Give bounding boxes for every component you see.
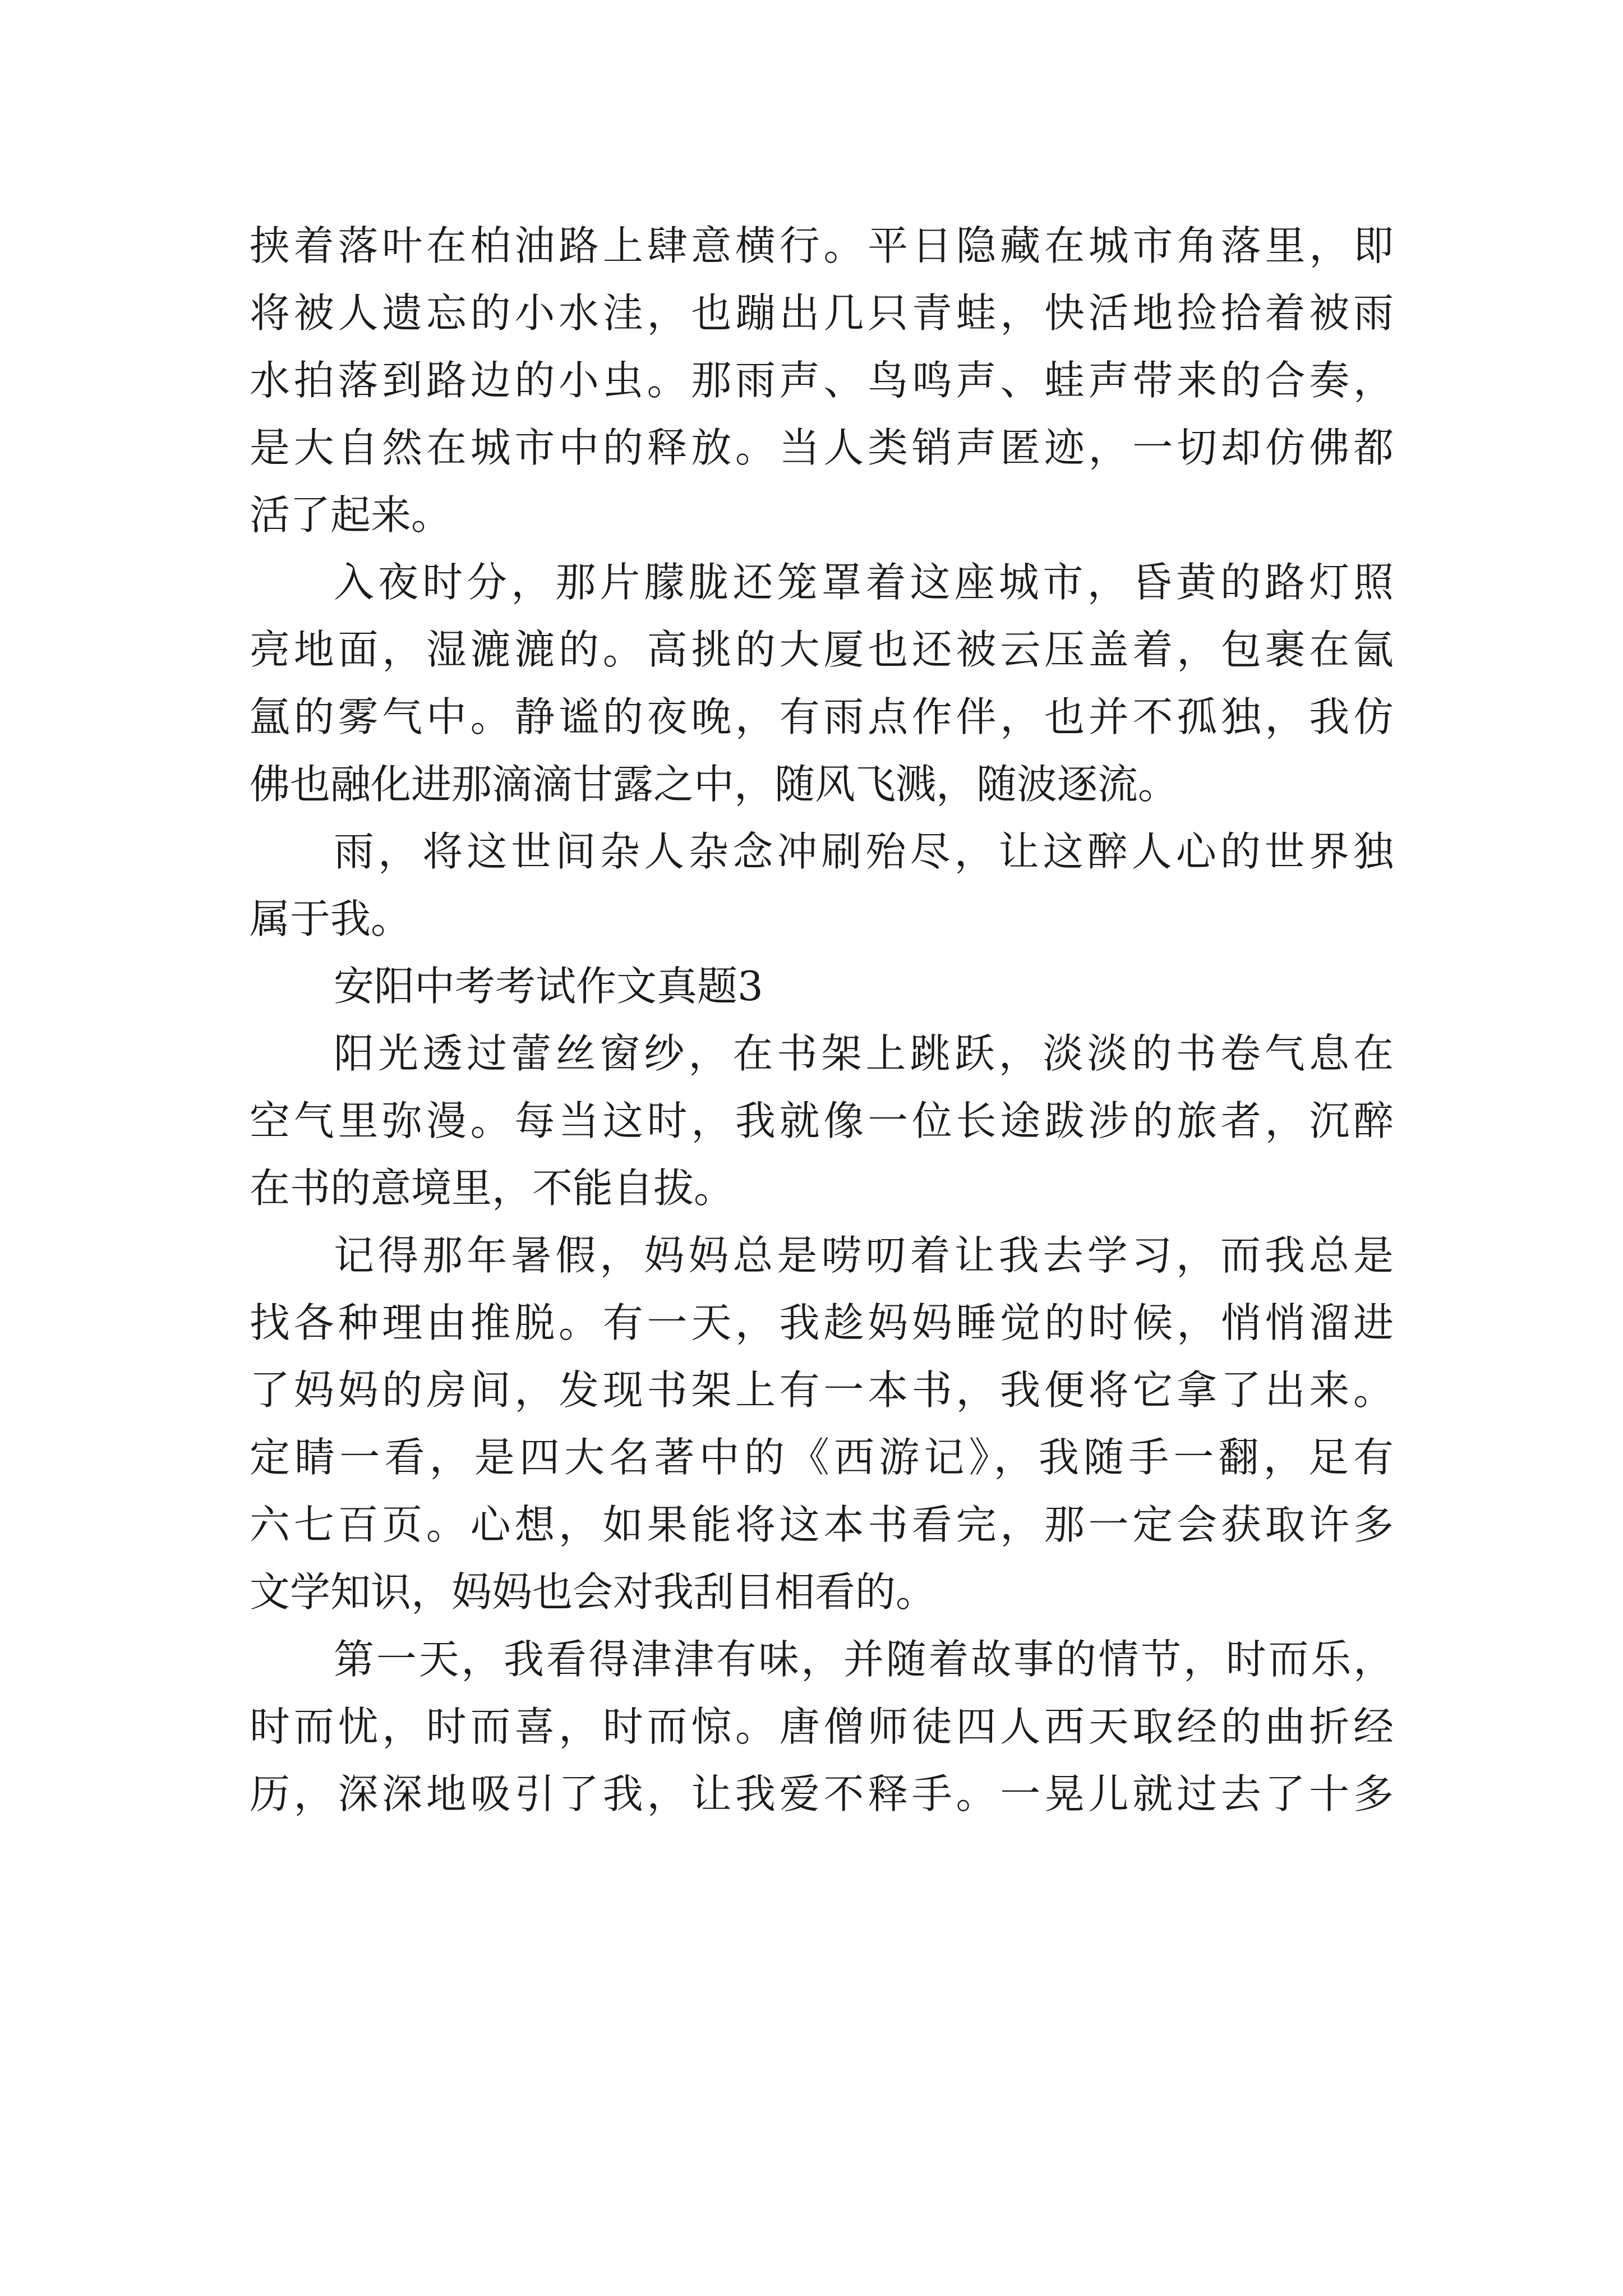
text-line: 挟着落叶在柏油路上肆意横行。平日隐藏在城市角落里，即 [250, 222, 1394, 269]
text-line: 记得那年暑假，妈妈总是唠叨着让我去学习，而我总是 [334, 1232, 1394, 1279]
text-line: 是大自然在城市中的释放。当人类销声匿迹，一切却仿佛都 [250, 424, 1394, 471]
text-line: 在书的意境里，不能自拔。 [250, 1165, 735, 1212]
text-line: 了妈妈的房间，发现书架上有一本书，我便将它拿了出来。 [250, 1366, 1394, 1414]
text-line: 雨，将这世间杂人杂念冲刷殆尽，让这醉人心的世界独 [334, 828, 1394, 875]
text-line: 活了起来。 [250, 491, 452, 539]
text-line: 空气里弥漫。每当这时，我就像一位长途跋涉的旅者，沉醉 [250, 1097, 1394, 1144]
body-text [250, 212, 1394, 1828]
text-line: 时而忧，时而喜，时而惊。唐僧师徒四人西天取经的曲折经 [250, 1703, 1394, 1750]
section-heading: 安阳中考考试作文真题3 [334, 963, 763, 1010]
text-line: 氲的雾气中。静谧的夜晚，有雨点作伴，也并不孤独，我仿 [250, 693, 1394, 740]
text-line: 文学知识，妈妈也会对我刮目相看的。 [250, 1568, 937, 1616]
text-line: 历，深深地吸引了我，让我爱不释手。一晃儿就过去了十多 [250, 1770, 1394, 1818]
text-line: 属于我。 [250, 895, 412, 942]
text-line: 水拍落到路边的小虫。那雨声、鸟鸣声、蛙声带来的合奏， [250, 357, 1394, 404]
text-line: 将被人遗忘的小水洼，也蹦出几只青蛙，快活地捡拾着被雨 [250, 289, 1394, 337]
text-line: 第一天，我看得津津有味，并随着故事的情节，时而乐， [334, 1636, 1394, 1683]
text-line: 六七百页。心想，如果能将这本书看完，那一定会获取许多 [250, 1501, 1394, 1548]
text-line: 亮地面，湿漉漉的。高挑的大厦也还被云压盖着，包裹在氤 [250, 626, 1394, 673]
text-line: 阳光透过蕾丝窗纱，在书架上跳跃，淡淡的书卷气息在 [334, 1030, 1394, 1077]
text-line: 定睛一看，是四大名著中的《西游记》，我随手一翻，足有 [250, 1434, 1394, 1481]
text-line: 找各种理由推脱。有一天，我趁妈妈睡觉的时候，悄悄溜进 [250, 1299, 1394, 1346]
text-line: 入夜时分，那片朦胧还笼罩着这座城市，昏黄的路灯照 [334, 559, 1394, 606]
text-line: 佛也融化进那滴滴甘露之中，随风飞溅，随波逐流。 [250, 761, 1179, 808]
